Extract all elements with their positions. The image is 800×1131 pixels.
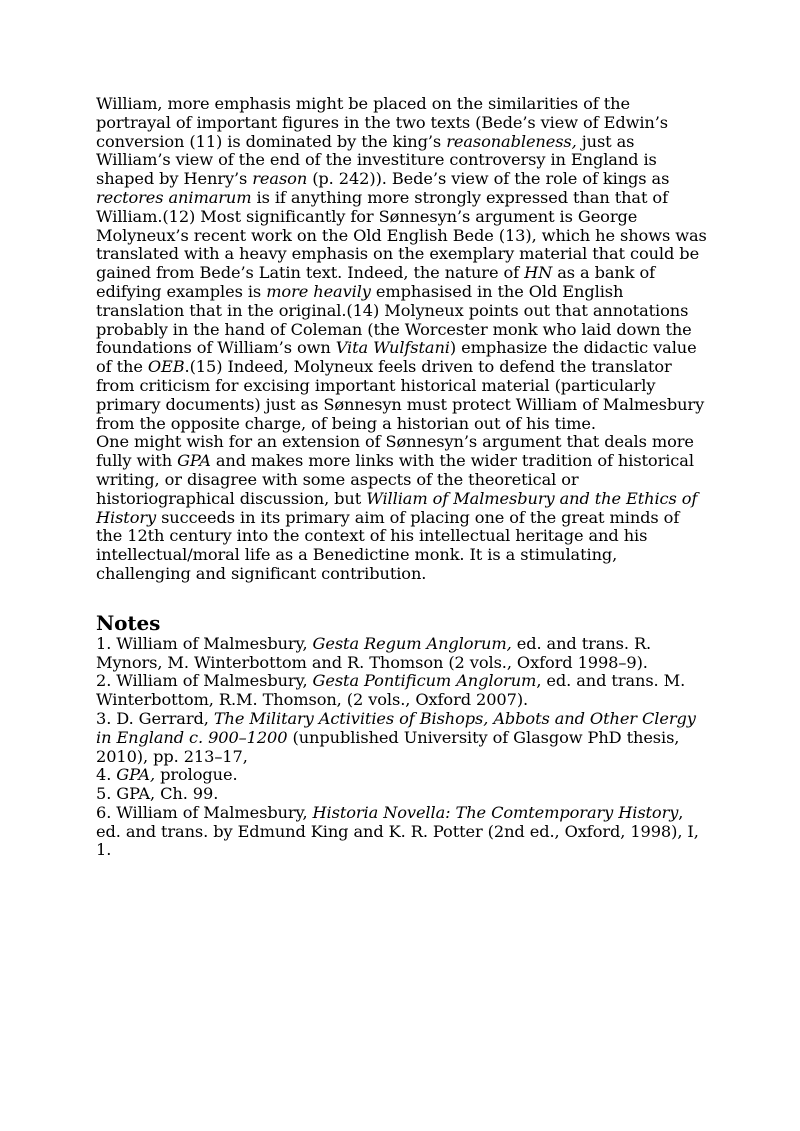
- note-item: [96, 766, 708, 785]
- text-run: .(15) Indeed, Molyneux feels driven to defend the translator from criticism for excising important historical material (particularly primary documents) just as Sønnesyn must protect William of Malmesbury from the opposite charge, of being a historian out of his time.: [96, 357, 705, 433]
- text-run: as a bank of edifying examples is: [96, 263, 656, 301]
- italic-text-run: Gesta Pontificum Anglorum: [312, 671, 537, 691]
- text-run: 2. William of Malmesbury,: [96, 671, 313, 691]
- note-item: [96, 672, 708, 710]
- italic-text-run: William of Malmesbury and the Ethics of History: [96, 488, 698, 527]
- document-page: [96, 95, 708, 860]
- note-item: [96, 710, 708, 766]
- italic-text-run: OEB: [147, 357, 185, 377]
- note-item: [96, 635, 708, 673]
- text-run: One might wish for an extension of Sønnesyn’s argument that deals more fully with: [96, 432, 694, 471]
- text-run: just as William’s view of the end of the investiture controversy in England is shaped by Henry’s: [96, 131, 657, 189]
- italic-text-run: Historia Novella: The Comtemporary History: [312, 802, 679, 822]
- italic-text-run: GPA: [177, 451, 211, 471]
- text-run: ed. and trans. R. Mynors, M. Winterbottom and R. Thomson (2 vols., Oxford 1998–9).: [96, 633, 652, 672]
- text-run: 6. William of Malmesbury,: [96, 802, 313, 822]
- text-run: 5. GPA, Ch. 99.: [96, 784, 219, 804]
- text-run: succeeds in its primary aim of placing one of the great minds of the 12th century into the context of his intellectual heritage and his intellectual/moral life as a Benedictine monk. It is a stimulating, challenging and significant contribution.: [96, 507, 680, 583]
- text-run: 4.: [96, 765, 117, 785]
- italic-text-run: more heavily: [266, 281, 371, 301]
- italic-text-run: Gesta Regum Anglorum,: [312, 633, 512, 653]
- body-paragraph: [96, 95, 708, 433]
- italic-text-run: reasonableness,: [446, 131, 577, 151]
- note-item: [96, 785, 708, 804]
- italic-text-run: The Military Activities of Bishops, Abbots and Other Clergy in England c. 900–1200: [96, 708, 696, 747]
- text-run: , ed. and trans. M. Winterbottom, R.M. Thomson, (2 vols., Oxford 2007).: [96, 671, 686, 710]
- text-run: 1. William of Malmesbury,: [96, 633, 313, 653]
- note-item: [96, 804, 708, 860]
- text-run: ) emphasize the didactic value of the: [96, 338, 697, 377]
- text-run: prologue.: [155, 765, 238, 785]
- text-run: emphasised in the Old English translation that in the original.(14) Molyneux points out that annotations probably in the hand of Coleman (the Worcester monk who laid down the foundations of William’s own: [96, 281, 692, 358]
- text-run: (p. 242)). Bede’s view of the role of kings as: [307, 169, 670, 189]
- italic-text-run: GPA,: [116, 765, 156, 785]
- text-run: and makes more links with the wider tradition of historical writing, or disagree with some aspects of the theoretical or historiographical discussion, but: [96, 451, 694, 508]
- body-paragraph: [96, 433, 708, 583]
- text-run: William, more emphasis might be placed on the similarities of the portrayal of important figures in the two texts (Bede’s view of Edwin’s conversion (11) is dominated by the king’s: [96, 94, 669, 151]
- text-run: 3. D. Gerrard,: [96, 708, 214, 728]
- text-run: is if anything more strongly expressed than that of William.(12) Most significantly for Sønnesyn’s argument is George Molyneux’s recent work on the Old English Bede (13), which he shows was translated with a heavy emphasis on the exemplary material that could be gained from Bede’s Latin text. Indeed, the nature of: [96, 187, 707, 283]
- italic-text-run: rectores animarum: [96, 187, 252, 207]
- notes-list: [96, 635, 708, 861]
- italic-text-run: Vita Wulfstani: [335, 338, 450, 358]
- italic-text-run: reason: [252, 169, 308, 189]
- text-run: , ed. and trans. by Edmund King and K. R. Potter (2nd ed., Oxford, 1998), I, 1.: [96, 802, 699, 860]
- notes-heading: Notes: [96, 610, 161, 635]
- text-run: (unpublished University of Glasgow PhD thesis, 2010), pp. 213–17,: [96, 727, 680, 766]
- italic-text-run: HN: [524, 263, 553, 283]
